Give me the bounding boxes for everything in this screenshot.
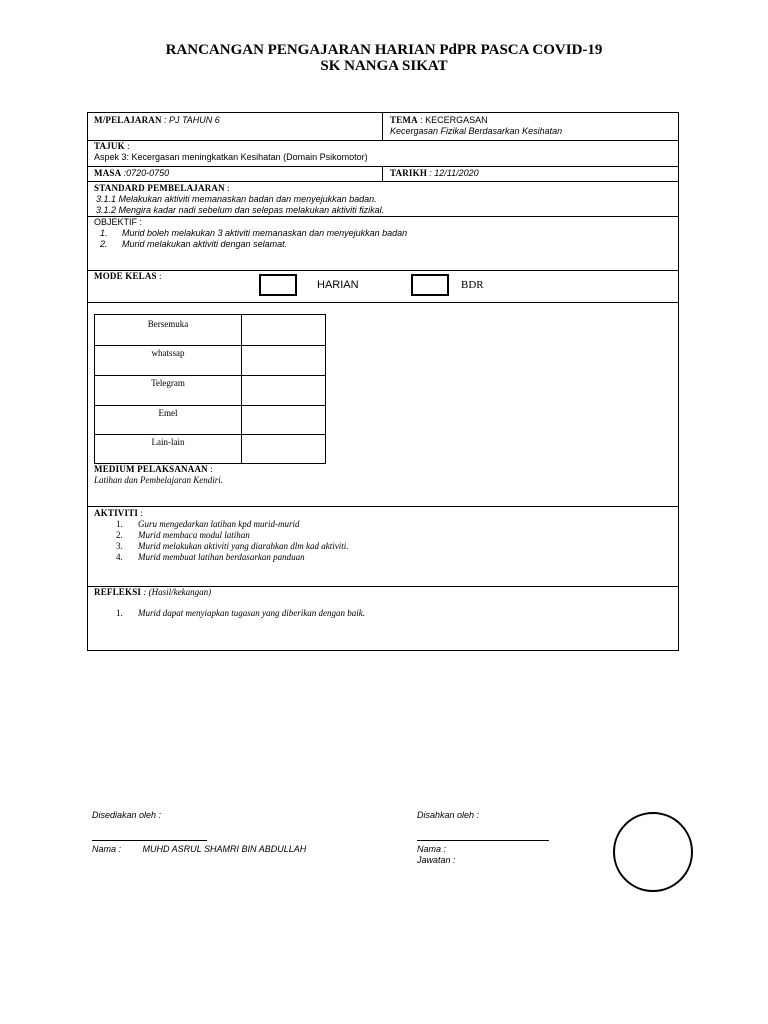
medium-value: Latihan dan Pembelajaran Kendiri.: [94, 475, 223, 485]
approved-signature-line: [417, 840, 549, 841]
row-divider: [88, 270, 678, 271]
reflection-label: REFLEKSI: [94, 587, 142, 597]
medium-colon: :: [210, 464, 213, 474]
table-row-divider: [95, 345, 325, 346]
activity-item: 2. Murid membaca modul latihan: [116, 530, 250, 540]
standard-colon: :: [227, 183, 230, 193]
theme-value: : KECERGASAN: [420, 115, 488, 125]
subject-value: : PJ TAHUN 6: [163, 115, 220, 125]
objective-item: 2. Murid melakukan aktiviti dengan selamat.: [100, 239, 288, 249]
objective-item: 1. Murid boleh melakukan 3 aktiviti memanaskan dan menyejukkan badan: [100, 228, 408, 238]
lesson-plan-form: [87, 112, 679, 651]
approved-by-label: Disahkan oleh :: [417, 810, 480, 820]
row-divider: [88, 181, 678, 182]
standard-item: 3.1.2 Mengira kadar nadi sebelum dan selepas melakukan aktiviti fizikal.: [96, 205, 385, 215]
subject-label: M/PELAJARAN: [94, 115, 162, 125]
reflection-hint: : (Hasil/kekangan): [143, 587, 212, 597]
prepared-name-field: [92, 844, 306, 854]
prepared-name: MUHD ASRUL SHAMRI BIN ABDULLAH: [142, 844, 307, 854]
activity-item: 4. Murid membuat latihan berdasarkan panduan: [116, 552, 305, 562]
prepared-by-label: Disediakan oleh :: [92, 810, 162, 820]
document-title: RANCANGAN PENGAJARAN HARIAN PdPR PASCA COVID-19: [165, 42, 603, 58]
row-divider: [88, 302, 678, 303]
table-column-divider: [241, 315, 242, 463]
row-divider: [88, 166, 678, 167]
mode-colon: :: [159, 271, 162, 281]
mode-label: MODE KELAS: [94, 271, 157, 281]
topic-field: [94, 141, 368, 163]
objective-label: OBJEKTIF :: [94, 217, 143, 227]
approved-post-label: Jawatan :: [417, 855, 456, 865]
medium-option-lain-lain: Lain-lain: [151, 437, 185, 447]
activity-colon: :: [140, 508, 143, 518]
topic-colon: :: [127, 141, 130, 151]
official-stamp-circle: [613, 812, 693, 892]
time-value: :0720-0750: [123, 168, 170, 178]
standard-field: [94, 183, 384, 216]
activity-item: 1. Guru mengedarkan latihan kpd murid-murid: [116, 519, 300, 529]
date-label: TARIKH: [390, 168, 428, 178]
medium-option-emel: Emel: [158, 408, 178, 418]
standard-label: STANDARD PEMBELAJARAN: [94, 183, 225, 193]
time-label: MASA: [94, 168, 122, 178]
table-row-divider: [95, 434, 325, 435]
medium-options-table: [94, 314, 326, 464]
activity-field: [94, 508, 348, 563]
medium-option-telegram: Telegram: [151, 378, 185, 388]
bdr-option-label: BDR: [461, 279, 484, 291]
standard-item: 3.1.1 Melakukan aktiviti memanaskan badan dan menyejukkan badan.: [96, 194, 377, 204]
activity-label: AKTIVITI: [94, 508, 139, 518]
column-divider: [382, 113, 383, 140]
theme-subtitle: Kecergasan Fizikal Berdasarkan Kesihatan: [390, 126, 563, 136]
harian-option-label: HARIAN: [317, 279, 359, 291]
topic-label: TAJUK: [94, 141, 125, 151]
subject-field: [94, 115, 220, 126]
reflection-field: [94, 587, 365, 619]
activity-item: 3. Murid melakukan aktiviti yang diarahkan dlm kad aktiviti.: [116, 541, 349, 551]
time-field: [94, 168, 169, 179]
table-row-divider: [95, 405, 325, 406]
theme-label: TEMA: [390, 115, 418, 125]
medium-field: [94, 464, 223, 486]
school-name: SK NANGA SIKAT: [320, 58, 448, 74]
medium-option-whatssap: whatssap: [151, 348, 185, 358]
table-row-divider: [95, 375, 325, 376]
medium-option-bersemuka: Bersemuka: [147, 319, 189, 329]
approved-name-label: Nama :: [417, 844, 447, 854]
prepared-signature-line: [92, 840, 207, 841]
bdr-checkbox[interactable]: [411, 274, 449, 296]
date-value: : 12/11/2020: [429, 168, 479, 178]
harian-checkbox[interactable]: [259, 274, 297, 296]
objective-field: [94, 217, 407, 250]
topic-value: Aspek 3: Kecergasan meningkatkan Kesihatan (Domain Psikomotor): [94, 152, 368, 162]
date-field: [390, 168, 479, 179]
row-divider: [88, 506, 678, 507]
mode-field: [94, 271, 162, 282]
prepared-name-label: Nama :: [92, 844, 122, 854]
medium-label: MEDIUM PELAKSANAAN: [94, 464, 208, 474]
reflection-item: 1. Murid dapat menyiapkan tugasan yang diberikan dengan baik.: [116, 608, 365, 618]
theme-field: [390, 115, 562, 137]
column-divider: [382, 166, 383, 181]
